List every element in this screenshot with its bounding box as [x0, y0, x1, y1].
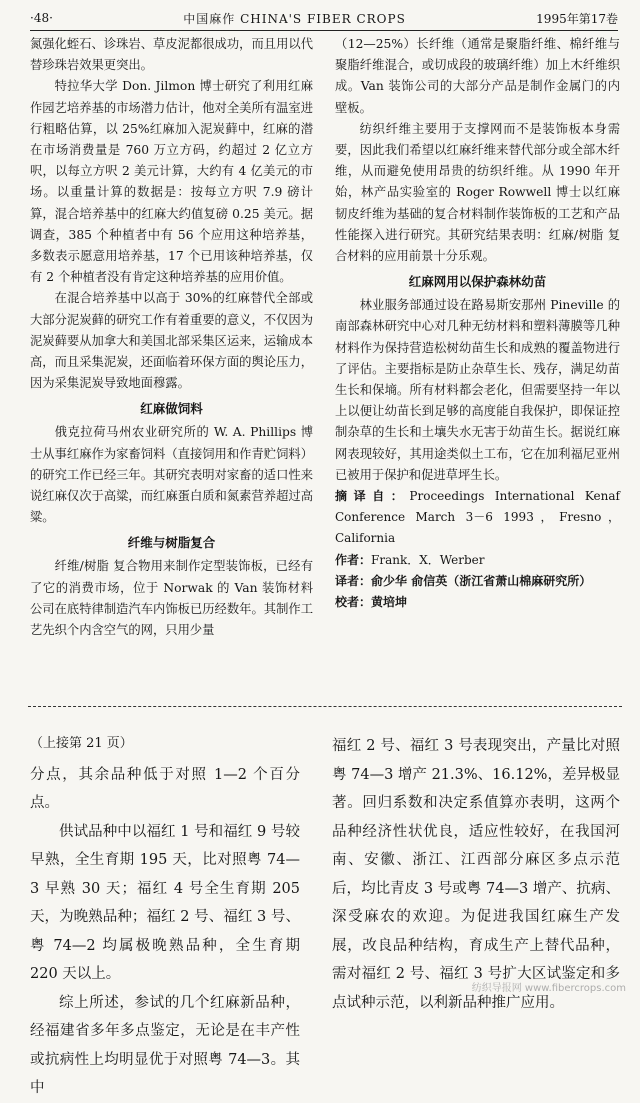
paragraph: 在混合培养基中以高于 30%的红麻替代全部或大部分泥炭藓的研究工作有着重要的意义，不仅因为泥炭藓要从加拿大和美国北部采集区运来，运输成本高，而且采集泥炭，还面临着环保方面的舆论压力，因为采集泥炭导致地面穆露。: [30, 291, 313, 391]
translator-line: [335, 571, 620, 592]
source-text: Proceedings International Kenaf Conference March 3－6 1993，Fresno，California: [335, 489, 620, 546]
paragraph: （12—25%）长纤维（通常是聚脂纤维、棉纤维与聚脂纤维混合，或切成段的玻璃纤维）加上木纤维织成。Van 装饰公司的大部分产品是制作金属门的内壁板。: [335, 37, 620, 115]
author-line: [335, 550, 620, 571]
page-number: ·48·: [30, 11, 53, 25]
source-citation: [335, 486, 620, 550]
paragraph: 分点，其余品种低于对照 1—2 个百分点。: [30, 766, 300, 811]
translator-label: 译者：: [335, 573, 372, 588]
section-heading-forest: 红麻网用以保护森林幼苗: [408, 274, 547, 290]
source-label: 摘译自：: [335, 489, 410, 504]
paragraph: 纤维/树脂 复合物用来制作定型装饰板，已经有了它的消费市场，位于 Norwak 的 Van 装饰材料公司在底特律制造汽车内饰板已历经数年。其制作工艺先织个内含空气的网，只用少量: [30, 559, 313, 638]
paragraph: 纺织纤维主要用于支撑网而不是装饰板本身需要，因此我们希望以红麻纤维来替代部分或全部木纤维，从而避免使用昂贵的纺织纤维。从 1990 年开始，林产品实验室的 Roger Rowwell 博士以红麻韧皮纤维为基础的复合材料制作装饰板的工艺和产品性能探入进行研究。其研究结果表明：红麻/树脂 复合材料的应用前景十分乐观。: [335, 121, 620, 264]
lower-left-column: [30, 730, 300, 1103]
paragraph: 氮强化蛭石、诊珠岩、草皮泥都很成功，而且用以代替珍珠岩效果更突出。: [30, 37, 313, 73]
paragraph: 供试品种中以福红 1 号和福红 9 号较早熟，全生育期 195 天，比对照粤 74—3 早熟 30 天；福红 4 号全生育期 205 天，为晚熟品种；福红 2 号、福红 3 号、粤 74—2 均属极晚熟品种，全生育期 220 天以上。: [30, 823, 300, 982]
paragraph: 福红 2 号、福红 3 号表现突出，产量比对照粤 74—3 增产 21.3%、16.12%，差异极显著。回归系数和决定系值算亦表明，这两个品种经济性状优良，适应性较好，在我国河南、安徽、浙江、江西部分麻区多点示范后，均比青皮 3 号或粤 74—3 增产、抗病、深受麻农的欢迎。为促进我国红麻生产发展，改良品种结构，育成生产上替代品种，需对福红 2 号、福红 3 号扩大区试鉴定和多点试种示范，以利新品种推广应用。: [332, 738, 620, 1011]
proofreader-name: 黄培坤: [371, 595, 408, 610]
issue-label: 1995年第17卷: [536, 11, 618, 26]
journal-title: 中国麻作 CHINA'S FIBER CROPS: [183, 11, 406, 26]
article-left-column: [30, 34, 313, 641]
paragraph: 特拉华大学 Don. Jilmon 博士研究了利用红麻作园艺培养基的市场潜力估计，他对全美所有温室进行粗略估算，以 25%红麻加入泥炭藓中，红麻的潜在市场消费量是 760 万立方码，约超过 2 亿立方呎，以每立方呎 2 美元计算，大约有 4 亿美元的市场。以重量计算的数据是：按每立方呎 7.9 磅计算，混合培养基中的红麻大约值复磅 0.25 美元。据调查，385 个种植者中有 56 个应用这种培养基，多数表示愿意用培养基，17 个已用该种培养基，仅有 2 个种植者没有肯定这种培养基的应用价值。: [30, 79, 313, 285]
author-name: Frank．X．Werber: [371, 552, 485, 567]
continuation-note: （上接第 21 页）: [30, 736, 133, 751]
paragraph: 俄克拉荷马州农业研究所的 W. A. Phillips 博士从事红麻作为家畜饲料（直接饲用和作青贮饲料）的研究工作已经三年。其研究表明对家畜的适口性来说红麻仅次于高粱，而红麻蛋白质和氮素营养超过高粱。: [30, 425, 313, 525]
lower-right-column: [332, 732, 620, 1017]
section-divider: [28, 706, 622, 707]
site-watermark: 纺织导报网 www.fibercrops.com: [471, 983, 626, 994]
paragraph: 林业服务部通过设在路易斯安那州 Pineville 的南部森林研究中心对几种无纺材料和塑料薄膜等几种材料作为保持营造松树幼苗生长和成熟的覆盖物进行了评估。主要指标是防止杂草生长、残存，满足幼苗生长和保墒。所有材料都会老化，但需要坚持一年以上以便让幼苗长到足够的高度能自我保护，即保证控制杂草的生长和土壤失水无害于幼苗生长。据说红麻网表现较好，其用途类似土工布，它在加利福尼亚州已被用于保护和促进草坪生长。: [335, 298, 620, 482]
paragraph: 综上所述，参试的几个红麻新品种，经福建省多年多点鉴定，无论是在丰产性或抗病性上均明显优于对照粤 74—3。其中: [30, 994, 300, 1096]
running-header: [30, 8, 618, 31]
proofreader-line: [335, 592, 620, 613]
article-right-column: [335, 34, 620, 613]
translator-names: 俞少华 俞信英（浙江省萧山棉麻研究所）: [371, 573, 592, 588]
section-heading-composite: 纤维与树脂复合: [127, 535, 216, 551]
author-label: 作者：: [335, 552, 372, 567]
section-heading-feed: 红麻做饲料: [140, 401, 203, 417]
proofreader-label: 校者：: [335, 595, 372, 610]
